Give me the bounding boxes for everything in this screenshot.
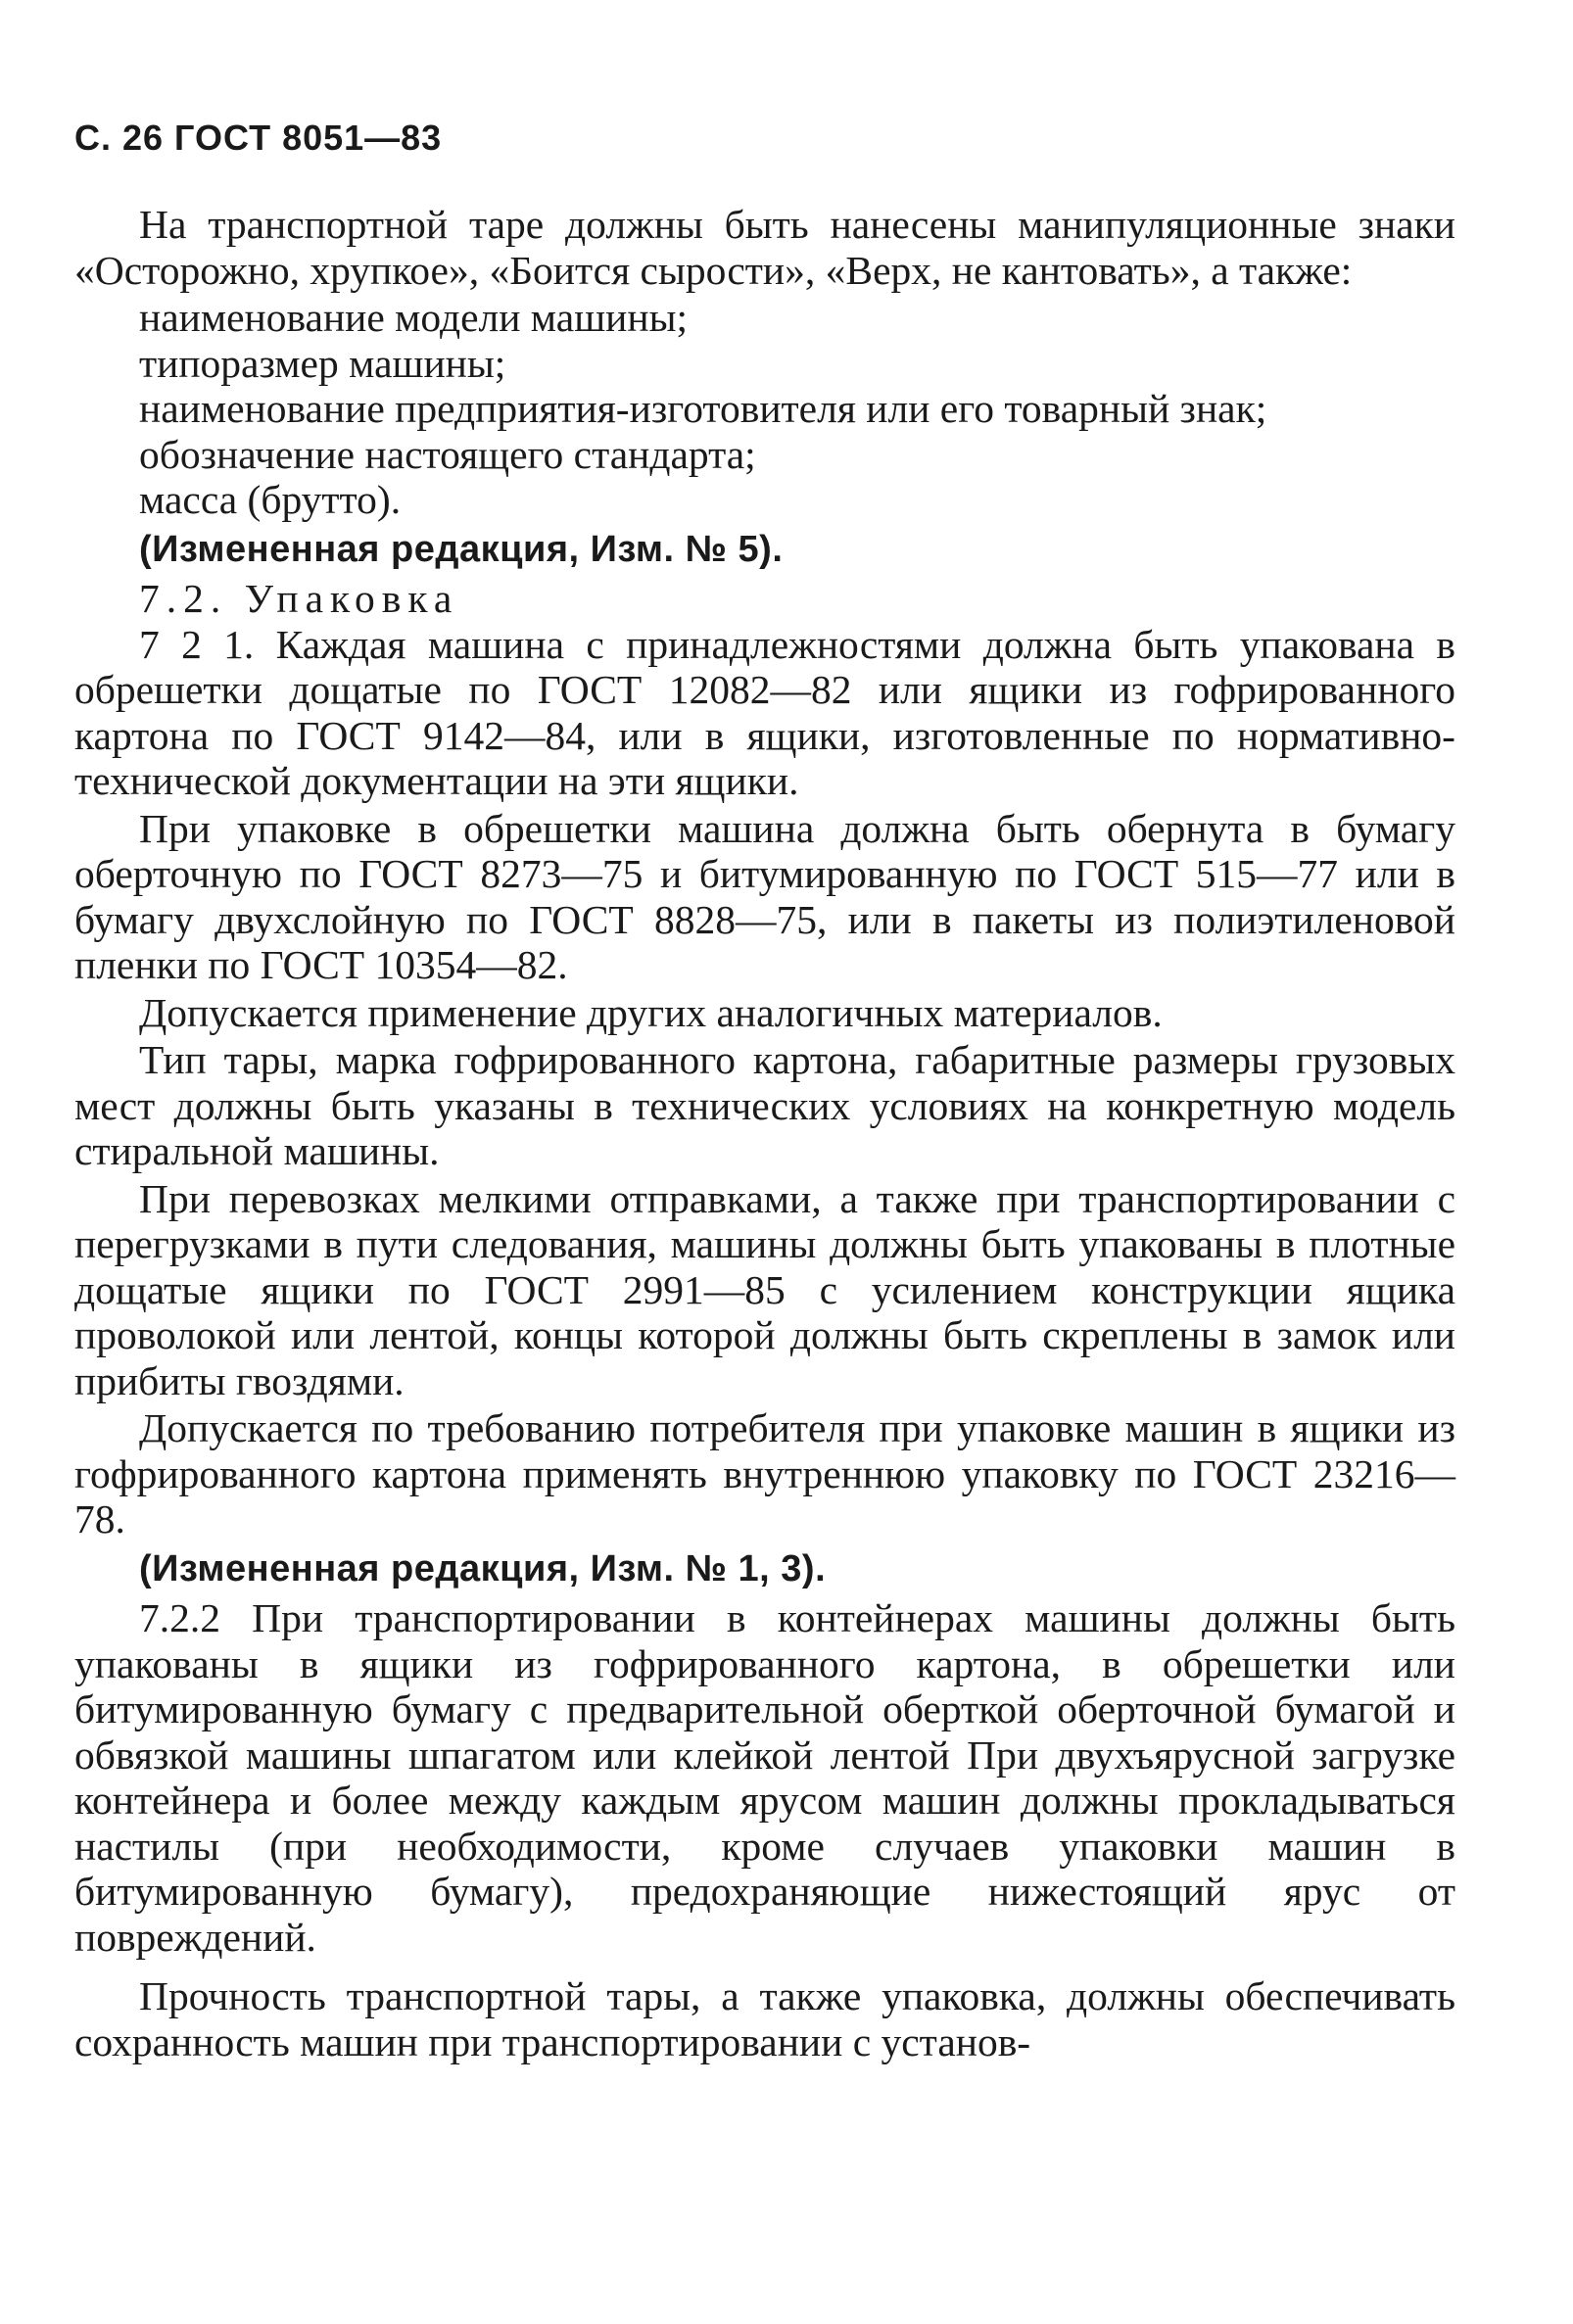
section-heading: 7.2. Упаковка (139, 576, 459, 621)
list-item: типоразмер машины; (139, 340, 506, 386)
document-page (74, 118, 1455, 2066)
paragraph-7-2-1: 7 2 1. Каждая машина с принадлежностями должна быть упакована в обрешетки дощатые по ГОСТ 12082—82 или ящики из гофрированного картона по ГОСТ 9142—84, или в ящики, изготовленные по нормативно-технической документации на эти ящики. (74, 621, 1455, 803)
list-item: масса (брутто). (139, 477, 402, 522)
page-header: С. 26 ГОСТ 8051—83 (74, 118, 443, 158)
paragraph-inner-packaging: Допускается по требованию потребителя при упаковке машин в ящики из гофрированного картона применять внутреннюю упаковку по ГОСТ 23216—78. (74, 1405, 1455, 1541)
paragraph-other-materials: Допускается применение других аналогичных материалов. (139, 989, 1163, 1035)
paragraph-small-shipments: При перевозках мелкими отправками, а также при транспортировании с перегрузками в пути следования, машины должны быть упакованы в плотные дощатые ящики по ГОСТ 2991—85 с усилением конструкции ящика проволокой или лентой, концы которой должны быть скреплены в замок или прибиты гвоздями. (74, 1175, 1455, 1403)
spacer (74, 1962, 1455, 1973)
list-item: наименование предприятия-изготовителя или его товарный знак; (139, 386, 1267, 431)
paragraph-strength: Прочность транспортной тары, а также упаковка, должны обеспечивать сохранность машин при транспортировании с установ- (74, 1973, 1455, 2064)
revision-note: (Измененная редакция, Изм. № 1, 3). (139, 1547, 827, 1589)
document-body (74, 202, 1455, 2064)
paragraph-wrapping: При упаковке в обрешетки машина должна быть обернута в бумагу оберточную по ГОСТ 8273—75 и битумированную по ГОСТ 515—77 или в бумагу двухслойную по ГОСТ 8828—75, или в пакеты из полиэтиленовой пленки по ГОСТ 10354—82. (74, 805, 1455, 987)
paragraph-7-2-2: 7.2.2 При транспортировании в контейнерах машины должны быть упакованы в ящики из гофрированного картона, в обрешетки или битумированную бумагу с предварительной оберткой оберточной бумагой и обвязкой машины шпагатом или клейкой лентой При двухъярусной загрузке контейнера и более между каждым ярусом машин должны прокладываться настилы (при необходимости, кроме случаев упаковки машин в битумированную бумагу), предохраняющие нижестоящий ярус от повреждений. (74, 1595, 1455, 1960)
intro-paragraph: На транспортной таре должны быть нанесены манипуляционные знаки «Осторожно, хрупкое», «Боится сырости», «Верх, не кантовать», а также: (74, 202, 1455, 293)
paragraph-container-type: Тип тары, марка гофрированного картона, габаритные размеры грузовых мест должны быть указаны в технических условиях на конкретную модель стиральной машины. (74, 1037, 1455, 1173)
list-item: наименование модели машины; (139, 295, 688, 340)
revision-note: (Измененная редакция, Изм. № 5). (139, 528, 784, 570)
list-item: обозначение настоящего стандарта; (139, 431, 756, 477)
